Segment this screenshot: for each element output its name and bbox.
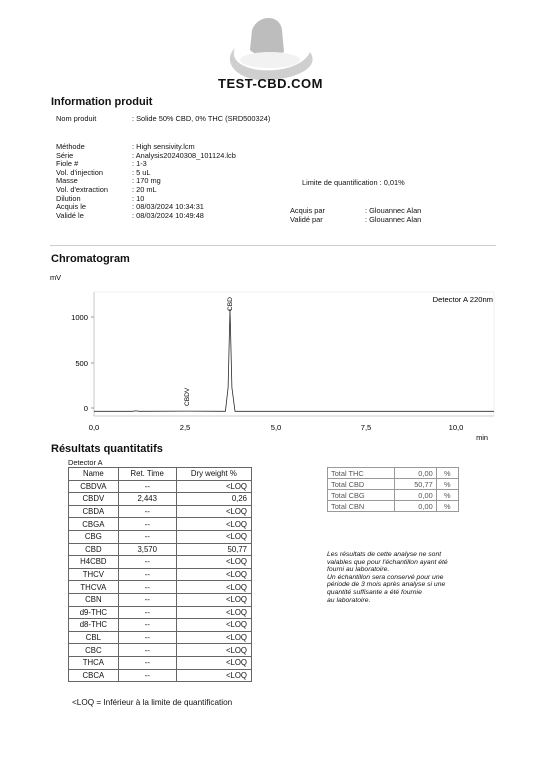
table-row (69, 530, 252, 543)
total-value: 0,00 (394, 490, 436, 501)
table-row (69, 543, 252, 556)
quantification-limit: Limite de quantification : 0,01% (302, 178, 405, 187)
total-unit: % (436, 468, 458, 479)
cell-ret-time: -- (118, 631, 176, 644)
table-row (69, 568, 252, 581)
table-header-row (69, 468, 252, 481)
peak-label-cbdv: CBDV (184, 387, 192, 406)
y-unit-label: mV (50, 273, 62, 282)
cell-dry-weight: <LOQ (176, 631, 251, 644)
cell-ret-time: -- (118, 581, 176, 594)
field-label: Masse (56, 176, 78, 186)
col-header-name: Name (69, 468, 119, 481)
field-value: : 1-3 (132, 159, 147, 169)
chromatogram-trace (94, 309, 494, 411)
field-value: : 20 mL (132, 184, 157, 194)
total-label: Total THC (328, 468, 395, 479)
disclaimer-line: période de 3 mois après analyse si une (327, 581, 446, 589)
table-row (69, 619, 252, 632)
total-value: 0,00 (394, 501, 436, 512)
field-label: Validé le (56, 210, 84, 220)
totals-body (328, 468, 459, 512)
totals-table (327, 467, 459, 512)
cell-ret-time: -- (118, 556, 176, 569)
total-label: Total CBD (328, 479, 395, 490)
cell-ret-time: -- (118, 568, 176, 581)
detector-label: Detector A 220nm (432, 295, 493, 304)
cell-name: THCA (69, 656, 119, 669)
cell-name: CBL (69, 631, 119, 644)
cell-name: CBG (69, 530, 119, 543)
field-label: Méthode (56, 142, 85, 151)
y-tick-label: 0 (83, 404, 88, 413)
table-row (69, 505, 252, 518)
table-row (69, 556, 252, 569)
totals-row (328, 479, 459, 490)
cell-ret-time: 2,443 (118, 493, 176, 506)
field-label: Vol. d'injection (56, 167, 104, 177)
cell-dry-weight: 50,77 (176, 543, 251, 556)
cell-name: CBDA (69, 505, 119, 518)
cell-name: CBC (69, 644, 119, 657)
table-row (69, 581, 252, 594)
loq-footnote: <LOQ = Inférieur à la limite de quantification (72, 698, 233, 707)
totals-row (328, 490, 459, 501)
cell-name: CBGA (69, 518, 119, 531)
table-row (69, 593, 252, 606)
cell-ret-time: -- (118, 656, 176, 669)
cell-dry-weight: <LOQ (176, 556, 251, 569)
x-tick-label: 2,5 (179, 423, 191, 432)
disclaimer-line: Un échantillon sera conservé pour une (327, 573, 444, 581)
disclaimer-line: quantité suffisante a été fournie (327, 588, 422, 596)
y-tick-label: 1000 (71, 313, 88, 322)
field-label: Série (56, 150, 74, 160)
cell-ret-time: -- (118, 606, 176, 619)
total-value: 0,00 (394, 468, 436, 479)
results-title: Résultats quantitatifs (51, 443, 163, 455)
disclaimer-line: au laboratoire. (327, 596, 371, 604)
table-row (69, 669, 252, 682)
brand-logo-text: TEST-CBD.COM (218, 76, 323, 91)
cell-dry-weight: <LOQ (176, 606, 251, 619)
table-row (69, 631, 252, 644)
cell-dry-weight: <LOQ (176, 530, 251, 543)
x-tick-label: 5,0 (270, 423, 282, 432)
chromatogram-chart (48, 268, 498, 446)
field-label: Vol. d'extraction (56, 184, 108, 194)
cell-name: CBD (69, 543, 119, 556)
cell-name: CBDV (69, 493, 119, 506)
cell-ret-time: -- (118, 530, 176, 543)
cell-name: H4CBD (69, 556, 119, 569)
cell-ret-time: -- (118, 518, 176, 531)
cell-ret-time: -- (118, 644, 176, 657)
x-tick-label: 10,0 (448, 423, 464, 432)
acquired-by-label: Acquis par (290, 206, 325, 215)
total-unit: % (436, 501, 458, 512)
info-labels (56, 143, 108, 220)
validated-by-value: : Glouannec Alan (365, 215, 422, 224)
cell-name: THCVA (69, 581, 119, 594)
cell-ret-time: -- (118, 480, 176, 493)
cell-dry-weight: <LOQ (176, 568, 251, 581)
results-body (69, 480, 252, 682)
cell-name: CBN (69, 593, 119, 606)
disclaimer (327, 551, 448, 604)
info-title: Information produit (51, 96, 153, 108)
table-row (69, 656, 252, 669)
cell-ret-time: -- (118, 619, 176, 632)
section-divider (50, 245, 496, 246)
field-value: : 170 mg (132, 176, 161, 186)
cell-dry-weight: <LOQ (176, 593, 251, 606)
col-header-ret-time: Ret. Time (118, 468, 176, 481)
totals-row (328, 468, 459, 479)
cell-name: CBCA (69, 669, 119, 682)
field-value: : 08/03/2024 10:49:48 (132, 210, 204, 220)
field-label: Dilution (56, 193, 81, 203)
total-label: Total CBN (328, 501, 395, 512)
field-value: : 08/03/2024 10:34:31 (132, 202, 204, 212)
field-label: Fiole # (56, 159, 79, 169)
cell-dry-weight: <LOQ (176, 518, 251, 531)
product-name-value: : Solide 50% CBD, 0% THC (SRD500324) (132, 114, 271, 123)
disclaimer-line: fourni au laboratoire. (327, 566, 390, 574)
field-value: : 10 (132, 193, 145, 203)
cell-ret-time: 3,570 (118, 543, 176, 556)
cell-name: d9-THC (69, 606, 119, 619)
table-row (69, 480, 252, 493)
cell-name: d8-THC (69, 619, 119, 632)
total-unit: % (436, 490, 458, 501)
cell-ret-time: -- (118, 593, 176, 606)
cell-dry-weight: <LOQ (176, 619, 251, 632)
disclaimer-line: Les résultats de cette analyse ne sont (327, 551, 442, 558)
cell-ret-time: -- (118, 505, 176, 518)
cell-name: CBDVA (69, 480, 119, 493)
results-detector: Detector A (68, 458, 103, 467)
disclaimer-line: valables que pour l'échantillon ayant été (327, 558, 448, 566)
cell-dry-weight: <LOQ (176, 480, 251, 493)
field-value: : 5 uL (132, 167, 151, 177)
cell-dry-weight: <LOQ (176, 505, 251, 518)
y-tick-label: 500 (75, 359, 88, 368)
total-label: Total CBG (328, 490, 395, 501)
acquired-by-value: : Glouannec Alan (365, 206, 422, 215)
info-values (132, 143, 236, 220)
totals-row (328, 501, 459, 512)
cell-name: THCV (69, 568, 119, 581)
validated-by-label: Validé par (290, 215, 323, 224)
cell-dry-weight: <LOQ (176, 644, 251, 657)
cell-ret-time: -- (118, 669, 176, 682)
table-row (69, 518, 252, 531)
chromatogram-title: Chromatogram (51, 253, 130, 265)
field-value: : Analysis20240308_101124.lcb (132, 150, 236, 160)
peak-label-cbd: CBD (227, 297, 234, 311)
col-header-dry-weight: Dry weight % (176, 468, 251, 481)
x-unit-label: min (476, 433, 488, 442)
total-unit: % (436, 479, 458, 490)
results-table (68, 467, 252, 682)
table-row (69, 644, 252, 657)
table-row (69, 493, 252, 506)
x-tick-label: 0,0 (88, 423, 100, 432)
cell-dry-weight: 0,26 (176, 493, 251, 506)
field-value: : High sensivity.lcm (132, 142, 195, 151)
field-label: Acquis le (56, 202, 86, 212)
table-row (69, 606, 252, 619)
cell-dry-weight: <LOQ (176, 669, 251, 682)
cell-dry-weight: <LOQ (176, 581, 251, 594)
product-name-label: Nom produit (56, 114, 97, 123)
cell-dry-weight: <LOQ (176, 656, 251, 669)
total-value: 50,77 (394, 479, 436, 490)
x-tick-label: 7,5 (360, 423, 372, 432)
